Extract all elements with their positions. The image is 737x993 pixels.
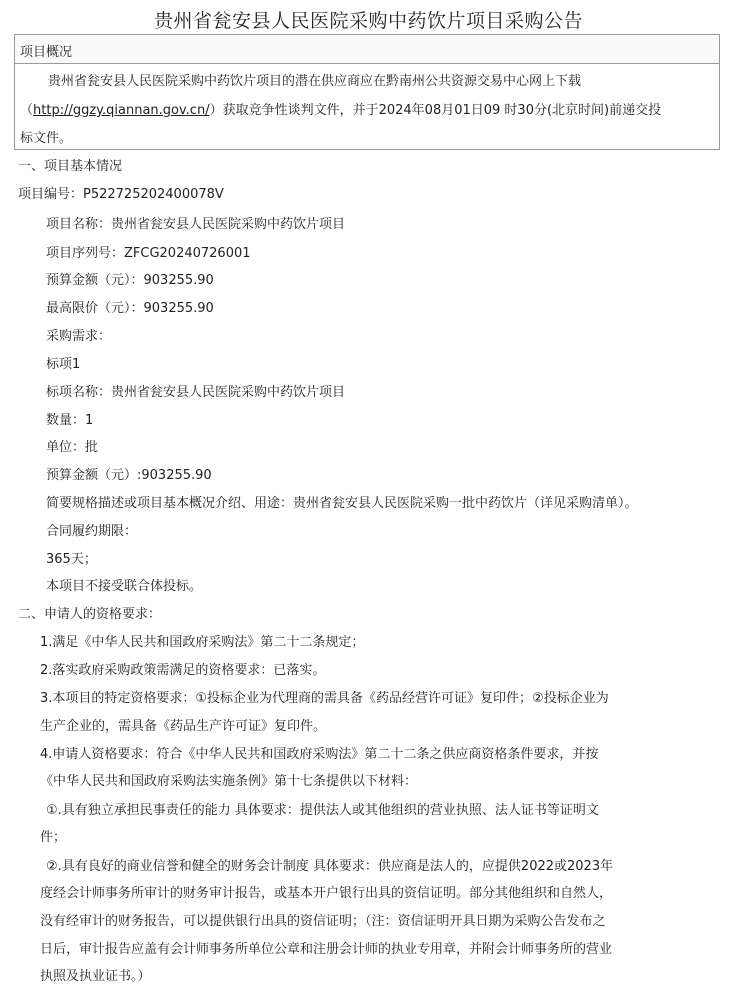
overview-header-label: 项目概况 xyxy=(20,45,73,60)
overview-obtain-text: ）获取竞争性谈判文件， xyxy=(209,103,353,118)
sub-requirement-2-line-4: 日后，审计报告应盖有会计师事务所单位公章和注册会计师的执业专用章，并附会计师事务所的营业 xyxy=(40,942,613,957)
requirement-4-line-1: 4.申请人资格要求：符合《中华人民共和国政府采购法》第二十二条之供应商资格条件要求，并按 xyxy=(40,747,599,762)
procurement-demand: 采购需求： xyxy=(46,329,112,344)
requirement-2: 2.落实政府采购政策需满足的资格要求：已落实。 xyxy=(40,663,326,678)
lot-unit: 单位：批 xyxy=(46,440,99,455)
requirement-3-line-1: 3.本项目的特定资格要求：①投标企业为代理商的需具备《药品经营许可证》复印件；②投标企业为 xyxy=(40,691,609,706)
sub-requirement-2-line-1: ②.具有良好的商业信誉和健全的财务会计制度 具体要求：供应商是法人的，应提供2022或2023年 xyxy=(46,859,614,874)
project-number: 项目编号：P522725202400078V xyxy=(18,187,224,202)
overview-line-2 xyxy=(20,99,661,118)
sub-requirement-1-line-2: 件； xyxy=(40,830,67,845)
page-title: 贵州省瓮安县人民医院采购中药饮片项目采购公告 xyxy=(153,10,583,32)
lot-name: 标项名称：贵州省瓮安县人民医院采购中药饮片项目 xyxy=(46,385,346,400)
section2-heading: 二、申请人的资格要求： xyxy=(18,607,162,622)
lot-spec: 简要规格描述或项目基本概况介绍、用途：贵州省瓮安县人民医院采购一批中药饮片（详见采购清单）。 xyxy=(46,496,638,511)
contract-period-value: 365天； xyxy=(46,552,97,567)
consortium-note: 本项目不接受联合体投标。 xyxy=(46,579,203,594)
sub-requirement-2-line-2: 度经会计师事务所审计的财务审计报告，或基本开户银行出具的资信证明。部分其他组织和自然人， xyxy=(40,886,613,901)
sub-requirement-2-line-3: 没有经审计的财务报告，可以提供银行出具的资信证明；（注：资信证明开具日期为采购公告发布之 xyxy=(40,914,606,929)
overview-paren-open: （ xyxy=(20,103,34,118)
overview-deadline-text: 并于2024年08月01日09 时30分(北京时间)前递交投 xyxy=(352,103,662,118)
max-price: 最高限价（元）：903255.90 xyxy=(46,301,214,316)
requirement-4-line-2: 《中华人民共和国政府采购法实施条例》第十七条提供以下材料： xyxy=(40,774,418,789)
overview-box xyxy=(14,34,720,150)
ggzy-link[interactable]: http://ggzy.qiannan.gov.cn/ xyxy=(33,103,210,118)
lot-quantity: 数量：1 xyxy=(46,413,94,428)
sub-requirement-2-line-5: 执照及执业证书。） xyxy=(40,969,151,984)
requirement-1: 1.满足《中华人民共和国政府采购法》第二十二条规定； xyxy=(40,635,365,650)
overview-line-3: 标文件。 xyxy=(20,131,73,146)
section1-heading: 一、项目基本情况 xyxy=(18,159,123,174)
project-serial: 项目序列号：ZFCG20240726001 xyxy=(46,246,251,261)
overview-header xyxy=(15,35,719,64)
budget-amount: 预算金额（元）：903255.90 xyxy=(46,273,214,288)
lot-budget: 预算金额（元）:903255.90 xyxy=(46,468,212,483)
overview-line-1: 贵州省瓮安县人民医院采购中药饮片项目的潜在供应商应在黔南州公共资源交易中心网上下载 xyxy=(48,74,582,89)
requirement-3-line-2: 生产企业的，需具备《药品生产许可证》复印件。 xyxy=(40,719,327,734)
contract-period-label: 合同履约期限： xyxy=(46,524,138,539)
lot-label: 标项1 xyxy=(46,357,81,372)
sub-requirement-1-line-1: ①.具有独立承担民事责任的能力 具体要求：提供法人或其他组织的营业执照、法人证书等证明文 xyxy=(46,803,599,818)
project-name: 项目名称：贵州省瓮安县人民医院采购中药饮片项目 xyxy=(46,217,346,232)
